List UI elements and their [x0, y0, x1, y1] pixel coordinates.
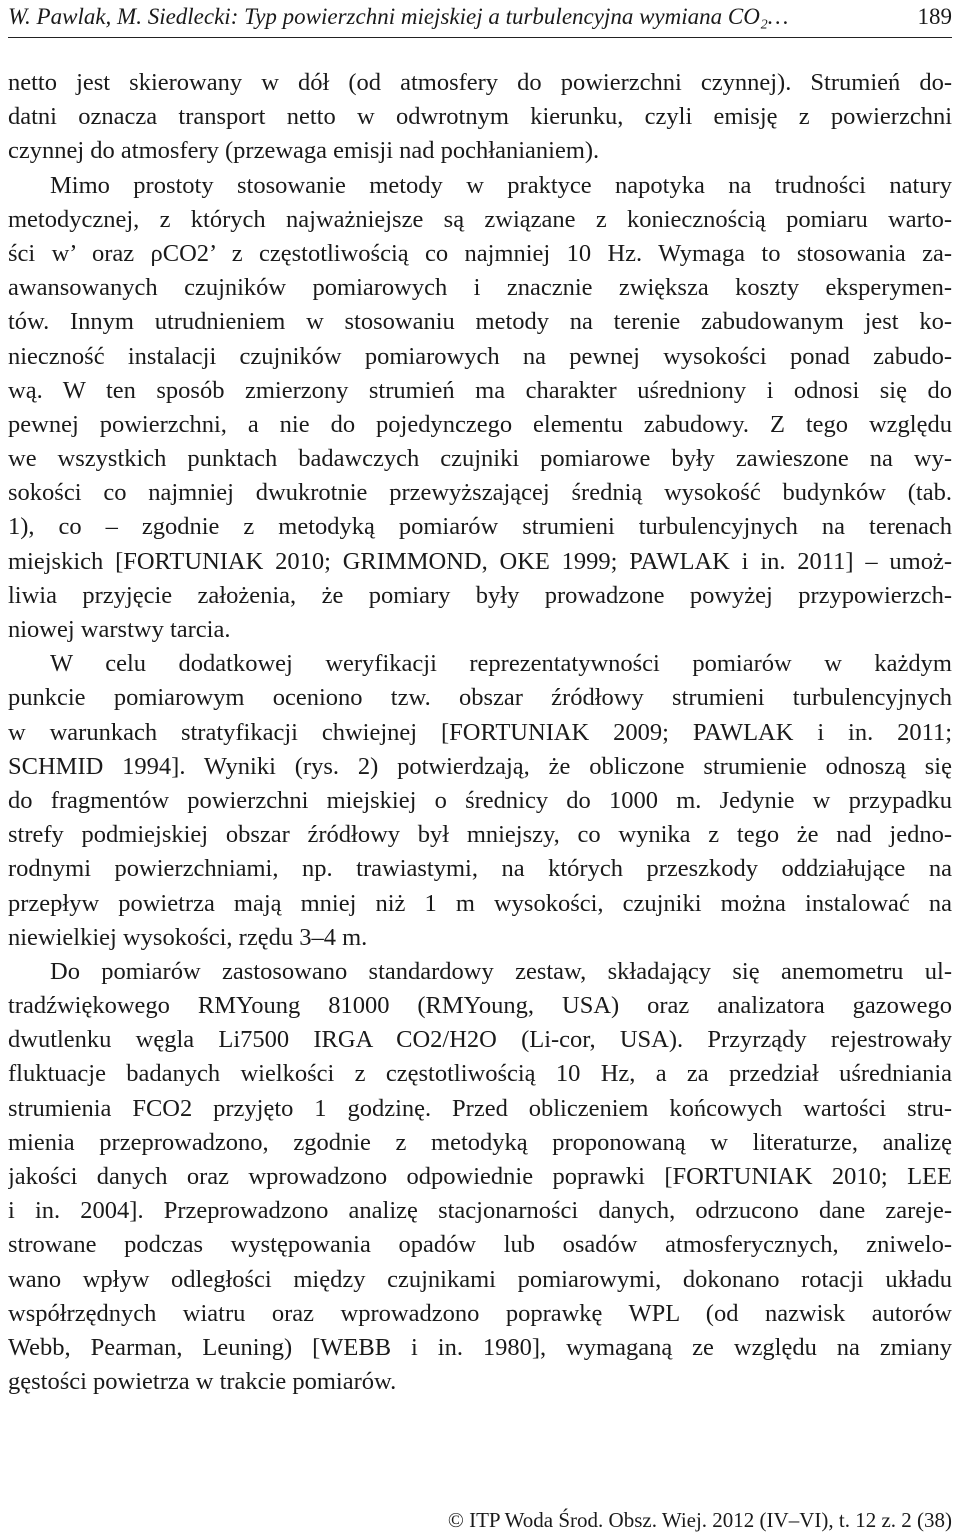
text-line: strefy podmiejskiej obszar źródłowy był mniejszy, co wynika z tego że nad jedno- [8, 821, 952, 849]
text-line: liwia przyjęcie założenia, że pomiary były prowadzone powyżej przypowierzch- [8, 581, 952, 609]
copyright-footer: © ITP Woda Środ. Obsz. Wiej. 2012 (IV–VI), t. 12 z. 2 (38) [447, 1508, 952, 1532]
text-line: sokości co najmniej dwukrotnie przewyższającej średnią wysokość budynków (tab. [8, 479, 952, 507]
body-text [8, 66, 952, 1399]
text-line: tów. Innym utrudnieniem w stosowaniu metody na terenie zabudowanym jest ko- [8, 308, 952, 336]
page-number: 189 [917, 4, 952, 29]
text-line: jakości danych oraz wprowadzono odpowiednie poprawki [FORTUNIAK 2010; LEE [8, 1163, 952, 1190]
text-line: dwutlenku węgla Li7500 IRGA CO2/H2O (Li-cor, USA). Przyrządy rejestrowały [8, 1026, 952, 1054]
text-line: przepływ powietrza mają mniej niż 1 m wysokości, czujniki można instalować na [8, 889, 952, 917]
text-line: wą. W ten sposób zmierzony strumień ma charakter uśredniony i odnosi się do [8, 376, 952, 404]
text-line: pewnej powierzchni, a nie do pojedynczego elementu zabudowy. Z tego względu [8, 410, 952, 438]
text-line: Do pomiarów zastosowano standardowy zestaw, składający się anemometru ul- [50, 957, 952, 985]
text-line: i in. 2004]. Przeprowadzono analizę stacjonarności danych, odrzucono dane zareje- [8, 1197, 952, 1225]
paragraph [8, 955, 952, 1399]
text-line: netto jest skierowany w dół (od atmosfery do powierzchni czynnej). Strumień do- [8, 69, 952, 96]
text-line: strowane podczas występowania opadów lub osadów atmosferycznych, zniwelo- [8, 1231, 952, 1259]
text-line: czynnej do atmosfery (przewaga emisji nad pochłanianiem). [8, 137, 600, 165]
text-line: mienia przeprowadzono, zgodnie z metodyką proponowaną w literaturze, analizę [8, 1128, 952, 1156]
text-line: metodycznej, z których najważniejsze są związane z koniecznością pomiaru warto- [8, 205, 952, 233]
text-line: do fragmentów powierzchni miejskiej o średnicy do 1000 m. Jedynie w przypadku [8, 786, 952, 814]
text-line: w warunkach stratyfikacji chwiejnej [FORTUNIAK 2009; PAWLAK i in. 2011; [8, 718, 952, 746]
paragraph [8, 647, 952, 955]
text-line: tradźwiękowego RMYoung 81000 (RMYoung, USA) oraz analizatora gazowego [8, 992, 952, 1020]
text-line: we wszystkich punktach badawczych czujniki pomiarowe były zawieszone na wy- [8, 445, 952, 473]
text-line: Mimo prostoty stosowanie metody w praktyce napotyka na trudności natury [50, 171, 952, 199]
text-line: niewielkiej wysokości, rzędu 3–4 m. [8, 923, 368, 951]
text-line: fluktuacje badanych wielkości z częstotliwością 10 Hz, a za przedział uśredniania [8, 1060, 952, 1088]
text-line: rodnymi powierzchniami, np. trawiastymi, na których przeszkody oddziałujące na [8, 855, 952, 883]
text-line: W celu dodatkowej weryfikacji reprezentatywności pomiarów w każdym [50, 650, 952, 678]
text-line: Webb, Pearman, Leuning) [WEBB i in. 1980], wymaganą ze względu na zmiany [8, 1333, 952, 1361]
header-rule [8, 37, 952, 38]
text-line: awansowanych czujników pomiarowych i znacznie zwiększa koszty eksperymen- [8, 274, 952, 302]
text-line: strumienia FCO2 przyjęto 1 godzinę. Przed obliczeniem końcowych wartości stru- [8, 1094, 952, 1122]
text-line: wano wpływ odległości między czujnikami pomiarowymi, dokonano rotacji układu [8, 1265, 952, 1293]
text-line: gęstości powietrza w trakcie pomiarów. [8, 1368, 397, 1396]
text-line: miejskich [FORTUNIAK 2010; GRIMMOND, OKE 1999; PAWLAK i in. 2011] – umoż- [8, 547, 952, 575]
text-line: punkcie pomiarowym oceniono tzw. obszar źródłowy strumieni turbulencyjnych [8, 684, 952, 712]
text-line: 1), co – zgodnie z metodyką pomiarów strumieni turbulencyjnych na terenach [8, 513, 952, 541]
running-header-title: W. Pawlak, M. Siedlecki: Typ powierzchni miejskiej a turbulencyjna wymiana CO₂… [8, 4, 789, 29]
running-header [8, 0, 952, 38]
paragraph [8, 169, 952, 648]
text-line: niowej warstwy tarcia. [8, 616, 231, 643]
text-line: SCHMID 1994]. Wyniki (rys. 2) potwierdzają, że obliczone strumienie odnoszą się [8, 752, 952, 780]
paragraph [8, 66, 952, 169]
text-line: datni oznacza transport netto w odwrotnym kierunku, czyli emisję z powierzchni [8, 103, 952, 131]
text-line: współrzędnych wiatru oraz wprowadzono poprawkę WPL (od nazwisk autorów [8, 1299, 952, 1327]
text-line: nieczność instalacji czujników pomiarowych na pewnej wysokości ponad zabudo- [8, 342, 952, 370]
text-line: ści w’ oraz ρCO2’ z częstotliwością co najmniej 10 Hz. Wymaga to stosowania za- [8, 239, 952, 267]
